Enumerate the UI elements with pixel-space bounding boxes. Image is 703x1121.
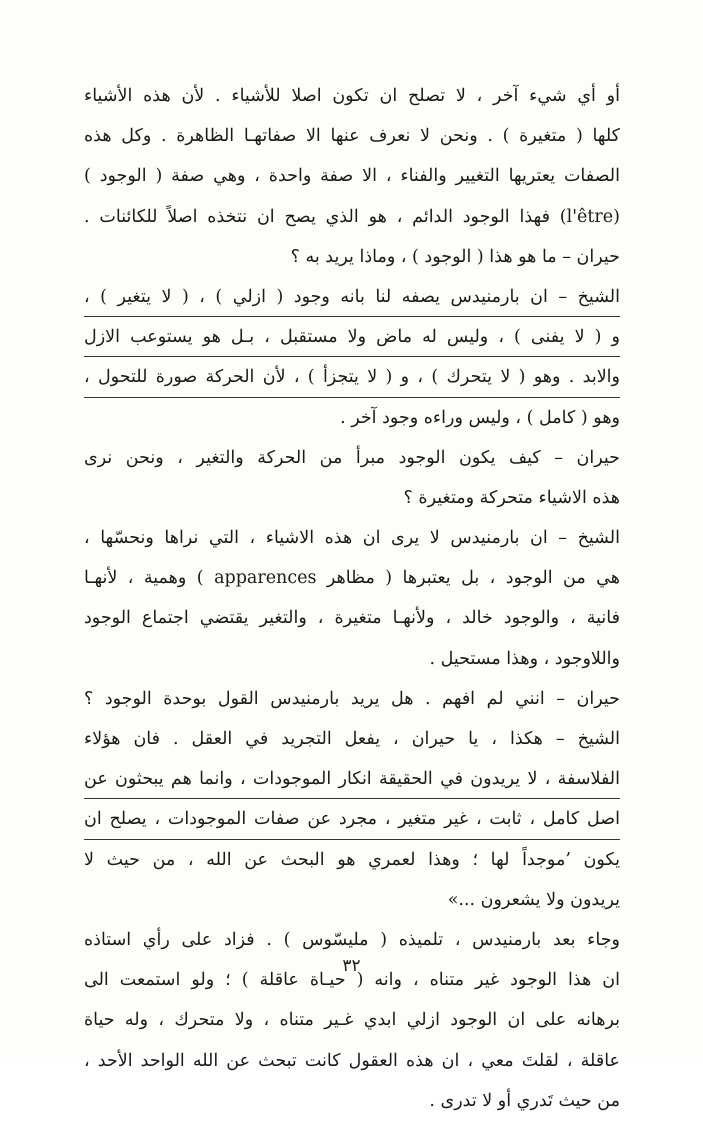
text-line: كلها ( متغيرة ) . ونحن لا نعرف عنها الا صفاتهـا الظاهرة . وكل هذه (84, 126, 620, 147)
text-line: واللاوجود ، وهذا مستحيل . (429, 648, 620, 669)
text-line-underlined: اصل كامل ، ثابت ، غير متغير ، مجرد عن صفات الموجودات ، يصلح ان (84, 799, 620, 839)
text-line: حيران – انني لم افهم . هل يريد بارمنيدس القول بوحدة الوجود ؟ (84, 688, 620, 709)
text-line: هذه الاشياء متحركة ومتغيرة ؟ (403, 487, 620, 508)
text-line: يكون ’موجداً لها ؛ وهذا لعمري هو البحث عن الله ، من حيث لا (84, 849, 620, 870)
text-line: فانية ، والوجود خالد ، ولأنهـا متغيرة ، والتغير يقتضي اجتماع الوجود (84, 608, 620, 629)
text-line: ان هذا الوجود غير متناه ، وانه ( حيـاة عاقلة ) ؛ ولو استمعت الى (84, 970, 620, 991)
text-line: حيران – كيف يكون الوجود مبرأ من الحركة والتغير ، ونحن نرى (84, 447, 620, 468)
text-line: هي من الوجود ، بل يعتبرها ( مظاهر apparences ) وهمية ، لأنهـا (84, 568, 620, 589)
page-number: ٣٢ (342, 956, 361, 976)
text-line: الشيخ – هكذا ، يا حيران ، يفعل التجريد في العقل . فان هؤلاء (84, 729, 620, 749)
text-line: عاقلة ، لقلتَ معي ، ان هذه العقول كانت تبحث عن الله الواحد الأحد ، (84, 1050, 620, 1071)
text-line: الصفات يعتريها التغيير والفناء ، الا صفة واحدة ، وهي صفة ( الوجود ) (84, 166, 620, 187)
text-line: أو أي شيء آخر ، لا تصلح ان تكون اصلا للأشياء . لأن هذه الأشياء (84, 86, 620, 106)
text-line: يريدون ولا يشعرون ...» (447, 889, 620, 910)
text-line: من حيث تَدري أو لا تدرى . (429, 1090, 620, 1111)
text-line-underlined: الفلاسفة ، لا يريدون في الحقيقة انكار الموجودات ، وانما هم يبحثون عن (84, 759, 620, 799)
text-line-underlined: الشيخ – ان بارمنيدس يصفه لنا بانه وجود ( ازلي ) ، ( لا يتغير ) ، (84, 277, 620, 317)
text-line: (l'être) فهذا الوجود الدائم ، هو الذي يصح ان نتخذه اصلاً للكائنات . (84, 206, 620, 227)
text-line: حيران – ما هو هذا ( الوجود ) ، وماذا يريد به ؟ (290, 246, 620, 267)
text-line-underlined: والابد . وهو ( لا يتحرك ) ، و ( لا يتجزأ ) ، لأن الحركة صورة للتحول ، (84, 357, 620, 397)
text-line-underlined: و ( لا يفنى ) ، وليس له ماض ولا مستقبل ، بـل هو يستوعب الازل (84, 317, 620, 357)
text-line: برهانه على ان الوجود ازلي ابدي غـير متناه ، ولا متحرك ، وله حياة (84, 1010, 620, 1031)
text-line: وهو ( كامل ) ، وليس وراءه وجود آخر . (340, 407, 620, 428)
text-line: وجاء بعد بارمنيدس ، تلميذه ( مليسّوس ) . فزاد على رأي استاذه (84, 929, 620, 950)
text-line: الشيخ – ان بارمنيدس لا يرى ان هذه الاشياء ، التي نراها ونحسّها ، (84, 528, 620, 549)
